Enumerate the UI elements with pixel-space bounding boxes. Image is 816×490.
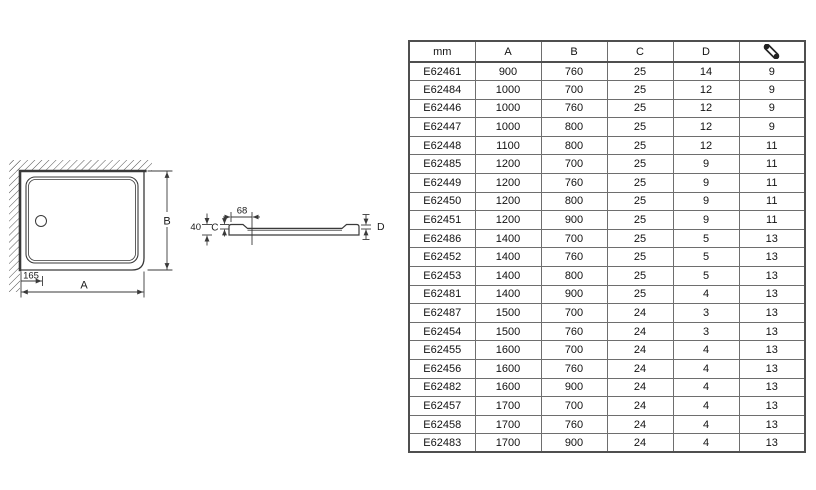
- cell-c: 24: [607, 434, 673, 453]
- dim-68-label: 68: [236, 205, 248, 217]
- cell-weight: 13: [739, 267, 805, 286]
- header-weight: [739, 41, 805, 62]
- cell-b: 700: [541, 397, 607, 416]
- cell-ref: E62450: [409, 192, 475, 211]
- cell-ref: E62446: [409, 99, 475, 118]
- cell-ref: E62487: [409, 304, 475, 323]
- cell-ref: E62452: [409, 248, 475, 267]
- header-b: B: [541, 41, 607, 62]
- cell-a: 900: [475, 62, 541, 81]
- cell-c: 25: [607, 136, 673, 155]
- cell-weight: 13: [739, 397, 805, 416]
- cell-b: 760: [541, 248, 607, 267]
- cell-a: 1700: [475, 397, 541, 416]
- cell-c: 25: [607, 118, 673, 137]
- cell-weight: 13: [739, 360, 805, 379]
- cell-weight: 11: [739, 174, 805, 193]
- cell-d: 3: [673, 304, 739, 323]
- cell-d: 4: [673, 434, 739, 453]
- cell-a: 1500: [475, 322, 541, 341]
- cell-c: 24: [607, 360, 673, 379]
- cell-weight: 9: [739, 62, 805, 81]
- table-row: [409, 192, 805, 211]
- table-row: [409, 415, 805, 434]
- cell-b: 760: [541, 415, 607, 434]
- cell-d: 12: [673, 118, 739, 137]
- cell-a: 1400: [475, 285, 541, 304]
- cell-c: 24: [607, 322, 673, 341]
- header-row: [409, 41, 805, 62]
- cell-weight: 13: [739, 304, 805, 323]
- cell-c: 24: [607, 378, 673, 397]
- cell-ref: E62482: [409, 378, 475, 397]
- cell-c: 25: [607, 192, 673, 211]
- cell-b: 760: [541, 99, 607, 118]
- cell-ref: E62448: [409, 136, 475, 155]
- cell-b: 760: [541, 360, 607, 379]
- cell-c: 25: [607, 174, 673, 193]
- cell-d: 12: [673, 99, 739, 118]
- cell-weight: 9: [739, 99, 805, 118]
- cell-d: 4: [673, 415, 739, 434]
- cell-ref: E62449: [409, 174, 475, 193]
- cell-b: 760: [541, 62, 607, 81]
- cell-weight: 13: [739, 285, 805, 304]
- cell-weight: 13: [739, 378, 805, 397]
- cell-a: 1200: [475, 155, 541, 174]
- cell-ref: E62481: [409, 285, 475, 304]
- cell-ref: E62457: [409, 397, 475, 416]
- header-c: C: [607, 41, 673, 62]
- cell-a: 1400: [475, 248, 541, 267]
- cell-a: 1400: [475, 229, 541, 248]
- table-row: [409, 285, 805, 304]
- dim-a-label: A: [80, 279, 88, 292]
- cell-b: 800: [541, 118, 607, 137]
- dim-165-label: 165: [23, 270, 39, 282]
- cell-weight: 13: [739, 415, 805, 434]
- dim-d: [361, 215, 371, 240]
- table-row: [409, 267, 805, 286]
- cell-c: 25: [607, 211, 673, 230]
- cell-weight: 11: [739, 192, 805, 211]
- cell-c: 24: [607, 304, 673, 323]
- cell-d: 4: [673, 341, 739, 360]
- cell-b: 760: [541, 174, 607, 193]
- cell-a: 1600: [475, 360, 541, 379]
- cell-b: 700: [541, 155, 607, 174]
- table-row: [409, 360, 805, 379]
- cell-b: 900: [541, 285, 607, 304]
- table-row: [409, 341, 805, 360]
- cell-a: 1200: [475, 174, 541, 193]
- cell-a: 1000: [475, 118, 541, 137]
- cell-a: 1700: [475, 434, 541, 453]
- cell-d: 14: [673, 62, 739, 81]
- cell-d: 5: [673, 248, 739, 267]
- cell-c: 24: [607, 397, 673, 416]
- cell-weight: 13: [739, 248, 805, 267]
- header-a: A: [475, 41, 541, 62]
- cell-a: 1500: [475, 304, 541, 323]
- cell-weight: 9: [739, 81, 805, 100]
- table-row: [409, 62, 805, 81]
- cell-weight: 13: [739, 341, 805, 360]
- cell-a: 1000: [475, 99, 541, 118]
- cell-b: 700: [541, 304, 607, 323]
- cell-d: 4: [673, 285, 739, 304]
- cell-b: 700: [541, 341, 607, 360]
- cell-d: 12: [673, 136, 739, 155]
- table-row: [409, 434, 805, 453]
- spec-table: [408, 40, 806, 453]
- cell-ref: E62461: [409, 62, 475, 81]
- cell-weight: 11: [739, 136, 805, 155]
- weight-icon: [762, 44, 781, 59]
- cell-c: 25: [607, 62, 673, 81]
- cell-a: 1100: [475, 136, 541, 155]
- header-mm: mm: [409, 41, 475, 62]
- cell-c: 25: [607, 248, 673, 267]
- cell-ref: E62486: [409, 229, 475, 248]
- dim-c: [220, 217, 229, 237]
- cell-weight: 9: [739, 118, 805, 137]
- cell-ref: E62458: [409, 415, 475, 434]
- cell-a: 1000: [475, 81, 541, 100]
- section-view: [190, 206, 385, 246]
- table-row: [409, 248, 805, 267]
- cell-ref: E62447: [409, 118, 475, 137]
- table-row: [409, 229, 805, 248]
- table-row: [409, 397, 805, 416]
- cell-d: 4: [673, 378, 739, 397]
- cell-ref: E62485: [409, 155, 475, 174]
- tray-outline: [20, 171, 144, 270]
- cell-b: 800: [541, 267, 607, 286]
- cell-d: 4: [673, 397, 739, 416]
- cell-c: 24: [607, 341, 673, 360]
- cell-b: 700: [541, 229, 607, 248]
- cell-d: 5: [673, 267, 739, 286]
- cell-d: 4: [673, 360, 739, 379]
- cell-weight: 11: [739, 211, 805, 230]
- cell-b: 900: [541, 211, 607, 230]
- cell-d: 9: [673, 174, 739, 193]
- cell-ref: E62483: [409, 434, 475, 453]
- cell-b: 800: [541, 192, 607, 211]
- header-d: D: [673, 41, 739, 62]
- cell-d: 9: [673, 211, 739, 230]
- table-row: [409, 174, 805, 193]
- cell-d: 12: [673, 81, 739, 100]
- table-row: [409, 322, 805, 341]
- cell-b: 900: [541, 434, 607, 453]
- cell-d: 9: [673, 192, 739, 211]
- cell-c: 25: [607, 285, 673, 304]
- wall-hatch-top: [10, 160, 152, 171]
- dim-d-label: D: [377, 221, 385, 233]
- cell-a: 1600: [475, 341, 541, 360]
- cell-c: 25: [607, 99, 673, 118]
- cell-weight: 13: [739, 434, 805, 453]
- section-outline: [229, 225, 359, 236]
- cell-b: 760: [541, 322, 607, 341]
- table-row: [409, 155, 805, 174]
- cell-ref: E62455: [409, 341, 475, 360]
- cell-ref: E62484: [409, 81, 475, 100]
- cell-a: 1200: [475, 211, 541, 230]
- cell-ref: E62453: [409, 267, 475, 286]
- cell-weight: 11: [739, 155, 805, 174]
- wall-hatch-left: [9, 160, 20, 292]
- plan-view: [9, 160, 174, 297]
- table-body: [409, 62, 805, 452]
- table-row: [409, 304, 805, 323]
- cell-a: 1200: [475, 192, 541, 211]
- dim-40-label: 40: [190, 222, 201, 233]
- cell-c: 25: [607, 229, 673, 248]
- cell-d: 3: [673, 322, 739, 341]
- cell-a: 1400: [475, 267, 541, 286]
- cell-b: 800: [541, 136, 607, 155]
- cell-a: 1600: [475, 378, 541, 397]
- cell-weight: 13: [739, 322, 805, 341]
- table-row: [409, 378, 805, 397]
- cell-ref: E62454: [409, 322, 475, 341]
- cell-d: 5: [673, 229, 739, 248]
- cell-c: 25: [607, 267, 673, 286]
- cell-d: 9: [673, 155, 739, 174]
- table-row: [409, 211, 805, 230]
- technical-drawing: [0, 138, 400, 323]
- cell-weight: 13: [739, 229, 805, 248]
- dim-c-label: C: [211, 222, 219, 234]
- cell-c: 24: [607, 415, 673, 434]
- cell-ref: E62456: [409, 360, 475, 379]
- cell-ref: E62451: [409, 211, 475, 230]
- cell-a: 1700: [475, 415, 541, 434]
- dim-b-label: B: [163, 215, 171, 228]
- table-row: [409, 118, 805, 137]
- cell-c: 25: [607, 81, 673, 100]
- table-row: [409, 136, 805, 155]
- table-row: [409, 99, 805, 118]
- spec-table-header: [409, 41, 805, 62]
- cell-c: 25: [607, 155, 673, 174]
- table-row: [409, 81, 805, 100]
- cell-b: 700: [541, 81, 607, 100]
- cell-b: 900: [541, 378, 607, 397]
